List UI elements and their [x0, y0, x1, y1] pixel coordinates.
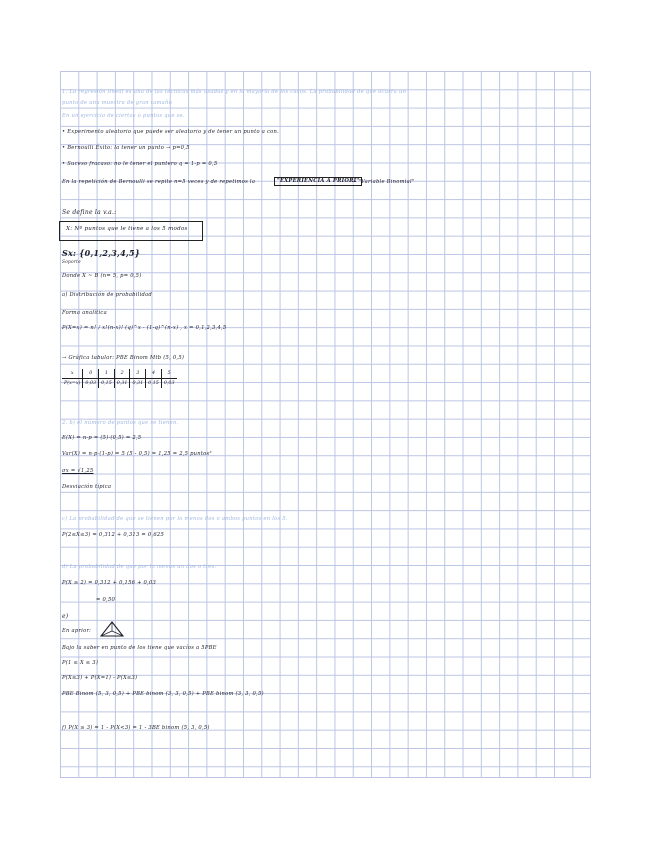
boxed-experiencia: "EXPERIENCIA A PRIORI" [274, 177, 362, 186]
parte-c-title: c) La probabilidad de que se tienen por lo menos dos o ambos puntos en los 5. [62, 516, 288, 522]
table-row-label: P(x=x) [62, 379, 83, 389]
esperanza: E(X) = n·p = (5)·(0,5) = 2,5 [62, 435, 142, 441]
parte-d-title: d) La probabilidad de que por lo menos un dos o tres. [62, 564, 217, 570]
pmf-formula: P(X=x) = n! / x!(n-x)! (q)^x · (1-q)^(n-x) , x = 0,1,2,3,4,5 [62, 325, 227, 331]
table-cell: 0,03 [163, 381, 175, 386]
forma-analitica: Forma analítica [62, 310, 107, 316]
en-aprior: En aprior: [62, 628, 92, 634]
parte-a-title: a) Distribución de probabilidad [62, 292, 152, 298]
table-row [62, 379, 177, 389]
table-cell: 0,03 [83, 379, 99, 389]
item-bernoulli: • Bernoulli Éxito: la tener un punto → p=0,5 [62, 145, 190, 151]
forma-tabular: → Gráfica tabular: PBE Binom Mtb (5, 0,5) [62, 355, 185, 361]
table-header-cell: 5 [161, 369, 176, 379]
table-cell: 0,15 [146, 379, 162, 389]
f-line-1: f) P(X ≥ 3) = 1 - P(X<3) = 1 - 3BE binom (5, 3, 0,5) [62, 725, 210, 731]
triangle-sketch [100, 621, 124, 637]
table-header-cell: 2 [114, 369, 130, 379]
e-line-4: PBE Binom (5, 3, 0,5) + PBE binom (3, 3, 0,5) + PBE binom (3, 3, 0,5) [62, 691, 264, 697]
probability-table [62, 369, 177, 388]
prob-c: P(2≤X≤3) = 0,312 + 0,313 = 0,625 [62, 532, 165, 538]
table-header-cell: x [62, 369, 83, 379]
sigma: σx = √1,25 [62, 468, 94, 474]
intro-line-2: punto de una muestra de gran tamaño [62, 100, 172, 106]
intro-line-3: En un ejercicio de ciertos o puntos que se. [62, 113, 185, 119]
item-fracaso: • Suceso fracaso: no le tener el puntero q = 1-p = 0,5 [62, 161, 218, 167]
table-header-cell: 4 [146, 369, 162, 379]
table-header-row [62, 369, 177, 379]
item-repeticion: En la repetición de Bernoulli se repite n=5 veces y de repetimos la [62, 179, 256, 185]
table-header-cell: 0 [83, 369, 99, 379]
table-header-cell: 3 [130, 369, 146, 379]
xdef-box: X: Nº puntos que le tiene a los 5 modos [59, 221, 203, 241]
table-cell: 0,15 [99, 379, 115, 389]
intro-line-1: 1. La regresión lineal es una de las técnicas más usadas y en la mayoría de los casos. La probabilidad de que ocurra un [62, 89, 407, 95]
parte-e-title: e) [62, 613, 69, 620]
e-line-2: P(1 ≤ X ≤ 3) [62, 660, 99, 666]
parte-b-title: 2. b) el número de puntos que se tienen. [62, 420, 179, 426]
definir-va: Se define la v.a.: [62, 209, 117, 216]
varianza: Var(X) = n·p·(1-p) = 5 (5 - 0,5) = 1,25 = 2,5 puntos² [62, 451, 212, 457]
table-header-cell: 1 [99, 369, 115, 379]
donde-binomial: Donde X ~ B (n= 5, p= 0,5) [62, 273, 142, 279]
prob-d-2: = 0,50 [96, 597, 116, 603]
soporte-label: Soporte [62, 260, 81, 265]
e-line-3: P(X≤3) + P(X=1) - P(X≤3) [62, 675, 138, 681]
prob-d-1: P(X ≥ 2) = 0,312 + 0,156 + 0,03 [62, 580, 157, 586]
item-variable-binomial: → "Variable Binomial" [352, 179, 415, 185]
table-cell: 0,31 [130, 379, 146, 389]
desviacion-tipica: Desviación típica [62, 484, 112, 490]
e-line-1: Bajo la saber en punto de los tiene que vacíos a 5PBE [62, 645, 217, 651]
item-experimento: • Experimento aleatorio que puede ser aleatorio y de tener un punto a con. [62, 129, 279, 135]
table-cell: 0,31 [114, 379, 130, 389]
soporte-set: Sx: {0,1,2,3,4,5} [62, 248, 141, 258]
